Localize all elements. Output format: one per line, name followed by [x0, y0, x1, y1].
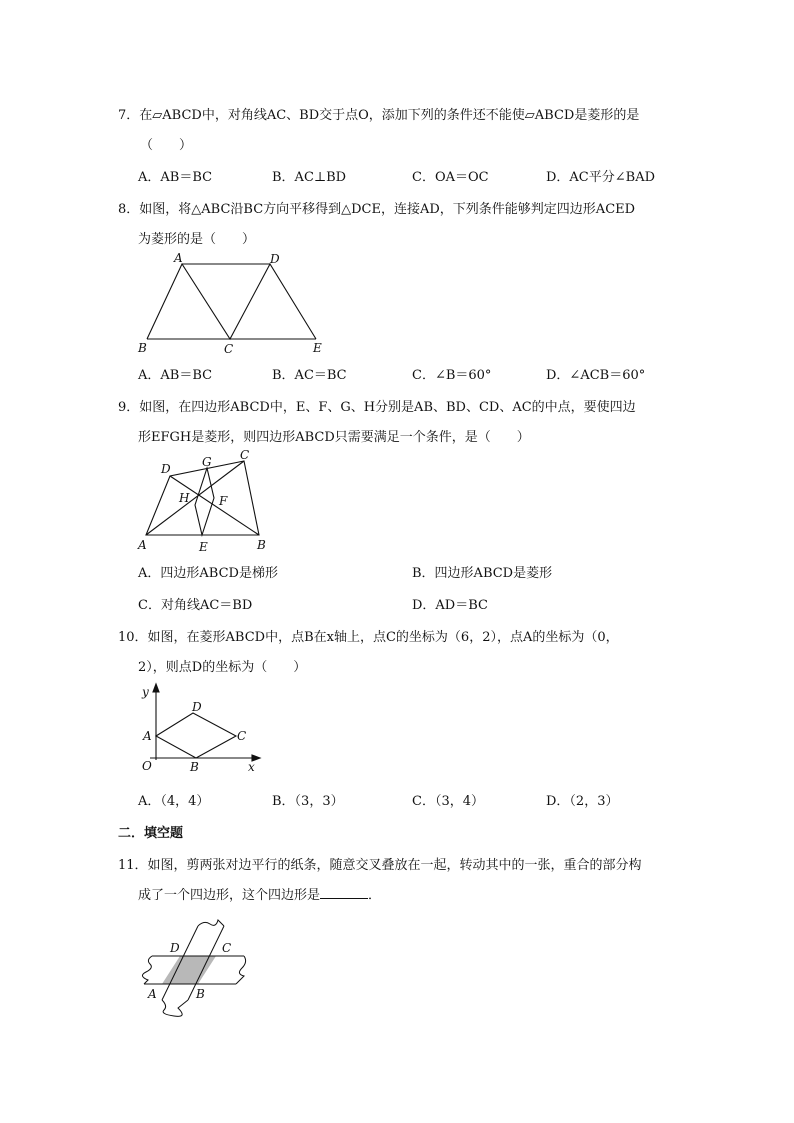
q10-label-y: y	[142, 685, 149, 699]
q11-stem-suffix: ．	[368, 888, 382, 903]
q9-quad-efgh	[195, 468, 214, 535]
q9-label-h: H	[179, 491, 190, 505]
q8-stem-line2: 为菱形的是（ ）	[138, 232, 256, 247]
q9-label-f: F	[219, 494, 228, 508]
q11-strip1-left-tear	[142, 956, 152, 984]
q8-label-a: A	[174, 251, 183, 265]
q9-label-c: C	[240, 448, 250, 462]
q7-option-a[interactable]: A．AB＝BC	[138, 170, 213, 185]
q11-answer-blank[interactable]	[320, 886, 368, 899]
q9-option-d[interactable]: D．AD＝BC	[412, 598, 488, 613]
q8-figure	[130, 248, 330, 358]
q11-stem-prefix: 成了一个四边形，这个四边形是	[138, 888, 321, 903]
q10-stem-line1: 10．如图，在菱形ABCD中，点B在x轴上，点C的坐标为（6，2），点A的坐标为（0，	[118, 630, 619, 645]
q10-rhombus	[156, 713, 236, 758]
q7-option-c[interactable]: C．OA＝OC	[412, 170, 489, 185]
q7-option-b[interactable]: B．AC⊥BD	[272, 170, 347, 185]
q8-stem-line1: 8．如图，将△ABC沿BC方向平移得到△DCE，连接AD，下列条件能够判定四边形ACED	[118, 202, 636, 217]
q11-strip1-right-tear	[236, 956, 246, 984]
q9-label-d: D	[161, 462, 171, 476]
q11-label-d: D	[170, 941, 180, 955]
q11-figure	[134, 912, 258, 1024]
q7-stem-line1: 7．在▱ABCD中，对角线AC、BD交于点O，添加下列的条件还不能使▱ABCD是菱形的是	[118, 108, 640, 123]
q7-stem-line2: （ ）	[140, 138, 193, 153]
q8-zigzag-lines	[147, 264, 316, 339]
q9-figure	[130, 445, 280, 557]
q8-label-b: B	[138, 341, 147, 355]
q10-label-b: B	[190, 760, 199, 774]
q8-option-a[interactable]: A．AB＝BC	[138, 368, 213, 383]
q10-option-c[interactable]: C．（3，4）	[412, 794, 484, 809]
q10-option-b[interactable]: B．（3，3）	[272, 794, 344, 809]
q9-option-a[interactable]: A．四边形ABCD是梯形	[138, 566, 278, 581]
q10-option-a[interactable]: A．（4，4）	[138, 794, 210, 809]
q11-label-b: B	[196, 987, 205, 1001]
q9-diagonal-bd	[170, 476, 259, 535]
q8-option-d[interactable]: D．∠ACB＝60°	[546, 368, 646, 383]
q9-stem-line2: 形EFGH是菱形，则四边形ABCD只需要满足一个条件，是（ ）	[138, 430, 530, 445]
q11-stem-line1: 11．如图，剪两张对边平行的纸条，随意交叉叠放在一起，转动其中的一张，重合的部分构	[118, 858, 642, 873]
q8-option-c[interactable]: C．∠B＝60°	[412, 368, 492, 383]
q8-label-d: D	[270, 252, 280, 266]
q9-label-a: A	[138, 538, 147, 552]
q10-label-a: A	[143, 729, 152, 743]
q9-option-c[interactable]: C．对角线AC＝BD	[138, 598, 253, 613]
q8-label-c: C	[224, 342, 234, 356]
q9-option-b[interactable]: B．四边形ABCD是菱形	[412, 566, 553, 581]
q10-figure	[130, 680, 270, 776]
q11-strip2-bottom-tear	[162, 1000, 188, 1016]
q9-label-b: B	[257, 538, 266, 552]
q10-stem-line2: 2），则点D的坐标为（ ）	[138, 660, 307, 675]
q9-stem-line1: 9．如图，在四边形ABCD中，E、F、G、H分别是AB、BD、CD、AC的中点，要使四边	[118, 400, 636, 415]
q7-option-d[interactable]: D．AC平分∠BAD	[546, 170, 656, 185]
q8-label-e: E	[313, 341, 322, 355]
q9-label-e: E	[199, 540, 208, 554]
q10-label-o: O	[142, 759, 152, 773]
section-title-fill-in: 二．填空题	[118, 826, 184, 841]
q11-stem-line2	[138, 884, 381, 903]
q11-label-a: A	[148, 987, 157, 1001]
q10-option-d[interactable]: D．（2，3）	[546, 794, 619, 809]
q10-label-c: C	[237, 729, 247, 743]
q10-label-x: x	[248, 760, 255, 774]
q11-label-c: C	[222, 941, 232, 955]
q8-option-b[interactable]: B．AC＝BC	[272, 368, 347, 383]
q10-y-arrow	[153, 684, 159, 692]
q9-label-g: G	[202, 455, 212, 469]
q11-strip2-top-tear	[198, 920, 224, 926]
q10-label-d: D	[192, 700, 202, 714]
